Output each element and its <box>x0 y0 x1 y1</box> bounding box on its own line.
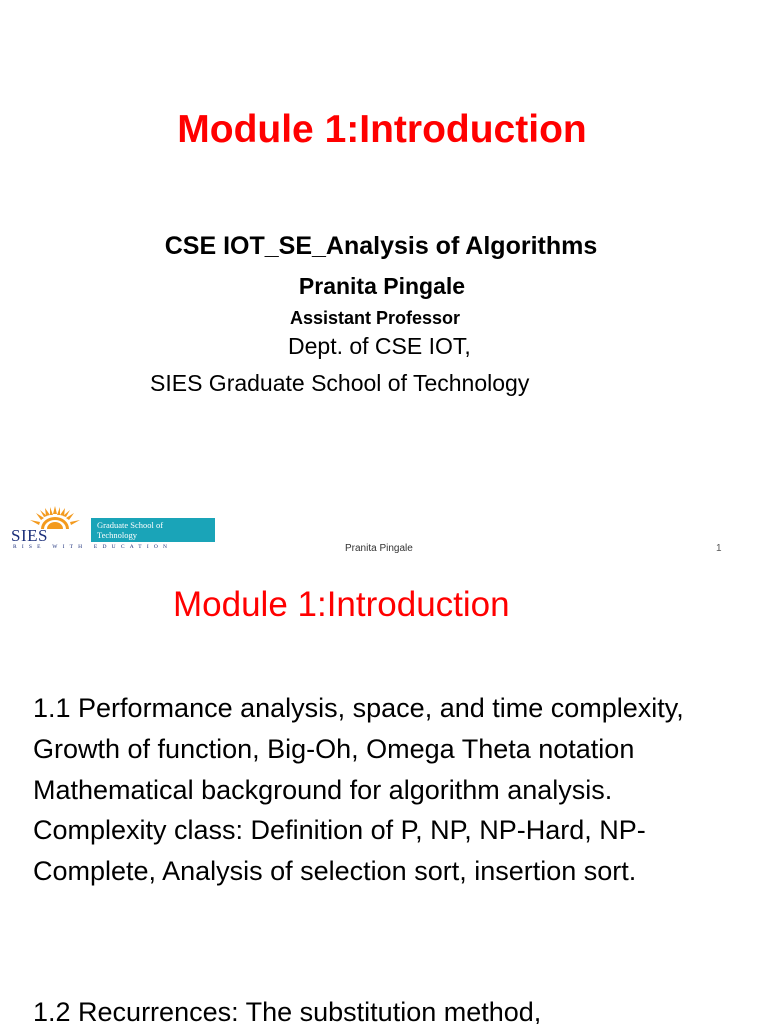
logo-box-line1: Graduate School of <box>97 520 164 530</box>
course-name: CSE IOT_SE_Analysis of Algorithms <box>164 232 598 260</box>
slide-footer: Pranita Pingale <box>345 543 413 554</box>
slide-title: Module 1:Introduction <box>173 585 510 624</box>
logo-school-box <box>91 518 215 542</box>
sies-logo <box>11 505 217 551</box>
logo-wordmark: SIES <box>11 526 48 545</box>
syllabus-paragraph: 1.2 Recurrences: The substitution method, <box>33 997 542 1024</box>
page-number: 1 <box>716 543 722 554</box>
logo-box-line2: Technology <box>97 530 138 540</box>
syllabus-paragraph: 1.1 Performance analysis, space, and time complexity, Growth of function, Big-Oh, Omega Theta notation Mathematical background for algorithm analysis. Complexity class: Definition of P, NP, NP-Hard, NP-Complete, Analysis of selection sort, insertion sort. <box>33 693 684 887</box>
content-slide <box>0 572 768 1024</box>
school-name: SIES Graduate School of Technology <box>150 370 530 396</box>
logo-tagline: RISE WITH EDUCATION <box>13 544 173 550</box>
department: Dept. of CSE IOT, <box>288 333 471 359</box>
author-role: Assistant Professor <box>290 308 461 328</box>
slide-title: Module 1:Introduction <box>177 108 587 151</box>
author-name: Pranita Pingale <box>298 273 466 299</box>
